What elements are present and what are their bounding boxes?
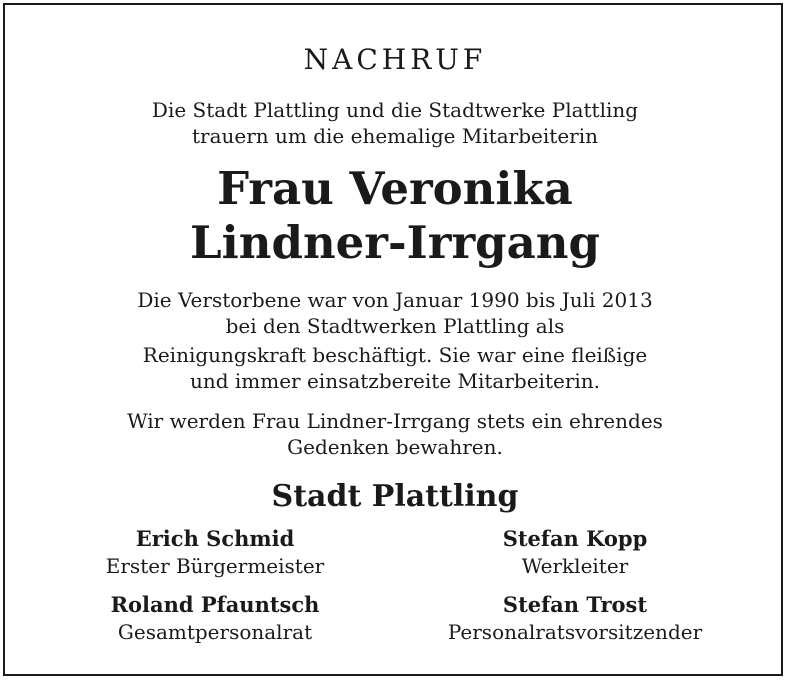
intro-line-2: trauern um die ehemalige Mitarbeiterin (191, 124, 598, 148)
remembrance-line-1: Wir werden Frau Lindner-Irrgang stets ein ehrendes (127, 409, 663, 433)
signatory-name: Erich Schmid (135, 526, 295, 551)
signatory-title: Personalratsvorsitzender (447, 620, 703, 644)
biography-line-3: Reinigungskraft beschäftigt. Sie war eine fleißige (142, 343, 648, 367)
deceased-name-line-2: Lindner-Irrgang (190, 216, 600, 269)
biography-line-4: und immer einsatzbereite Mitarbeiterin. (189, 369, 601, 393)
deceased-name-line-1: Frau Veronika (217, 162, 573, 215)
signatory-title: Gesamtpersonalrat (117, 620, 313, 644)
signatory-name: Roland Pfauntsch (110, 592, 320, 617)
biography-line-2: bei den Stadtwerken Plattling als (225, 314, 565, 338)
organization-name: Stadt Plattling (271, 479, 519, 514)
signatory-stefan-kopp (405, 526, 745, 580)
signatory-roland-pfauntsch (45, 592, 385, 646)
biography-line-1: Die Verstorbene war von Januar 1990 bis Juli 2013 (137, 288, 653, 312)
remembrance-line-2: Gedenken bewahren. (287, 435, 503, 459)
signatory-name: Stefan Kopp (502, 526, 648, 551)
signatory-erich-schmid (45, 526, 385, 580)
intro-line-1: Die Stadt Plattling und die Stadtwerke Plattling (151, 98, 639, 122)
signatory-stefan-trost (405, 592, 745, 646)
signatory-title: Erster Bürgermeister (105, 554, 325, 578)
signatory-name: Stefan Trost (502, 592, 648, 617)
notice-heading: NACHRUF (303, 43, 487, 76)
obituary-notice (3, 3, 783, 676)
signatory-title: Werkleiter (521, 554, 629, 578)
